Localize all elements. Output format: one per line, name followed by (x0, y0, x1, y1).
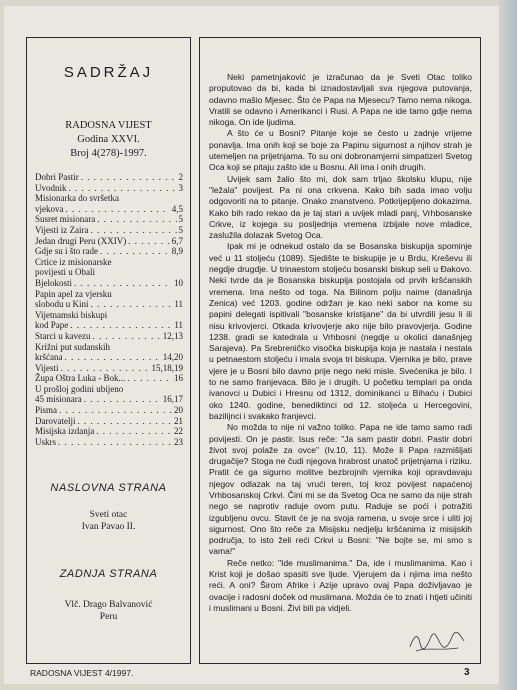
paragraph: Ipak mi je odnekud ostalo da se Bosanska biskupija spominje već u 11 stoljeću (1089). Sjedište te biskupije je u Brdu, Kreševu ili negdje drugdje. U trinaestom stoljeću bosanski biskup seli u Đakovo. Neki tvrde da je Bosanska biskupija postojala od prvih kršćanskih vremena. Ima nešto od toga. Na Bilinom polju naime (današnja Zenica) već 1203. godine održan je kao neki sabor na kome su papini delegati ispitivali "bosanske kristijane" da bi utvrdili jesu li ili nisu krivovjerci. Otkada krivovjerje ako nije bilo pravovjerja. Godine 1238. gradi se katedrala u Vrhbosni (negdje u okolici današnjeg Sarajeva). Pa Srebreničko visočka biskupija koja je nastala i nestala u petnaestom stoljeću i imala svoja tri biskupa. Vjernika je bilo, prave vjere je u Bosni bilo davno prije nego neki misle. Svećenika je bilo. I to ne samo franjevaca. Bilo je i drugih. U početku templari pa onda ivanovci u Dubici i Hresnu od 1312, dominikanci u Bihaću i Dubici oko 1240. godine, benediktinci od 12. stoljeća u Hercegovini, bazilijnci i svakako franjevci. (209, 241, 472, 421)
magazine-year: Godina XXVI. (77, 134, 140, 145)
toc-leader-dots (58, 437, 172, 448)
toc-item-label: Bjelokosti (35, 277, 73, 288)
toc-leader-dots (70, 320, 172, 331)
toc-leader-dots (66, 204, 170, 215)
toc-leader-dots (74, 278, 172, 289)
toc-item-label: U prošloj godini ubijeno (35, 383, 124, 394)
toc-item-label: kod Pape (35, 320, 69, 331)
toc-item-page: 22 (174, 426, 183, 437)
toc-item (35, 426, 183, 437)
toc-item (35, 289, 183, 300)
toc-item-label: povijesti u Obali (35, 267, 95, 278)
toc-item-label: Križni put sudanskih (35, 341, 110, 352)
toc-item (35, 363, 183, 374)
footer-text: RADOSNA VIJEST 4/1997. (30, 668, 134, 678)
toc-item-label: Susret misionara (35, 214, 96, 225)
editorial-text (209, 72, 472, 614)
toc-item-page: 4,5 (171, 203, 183, 214)
toc-item (35, 225, 183, 236)
contents-panel (26, 37, 191, 664)
toc-item (35, 183, 183, 194)
toc-item-page: 15,18,19 (151, 362, 183, 373)
toc-item (35, 320, 183, 331)
toc-item-label: Gdje su i što rade (35, 246, 98, 257)
toc-item-page: 8,9 (171, 246, 183, 257)
toc-leader-dots (59, 405, 172, 416)
toc-item (35, 310, 183, 321)
toc-item-label: Uskrs (35, 436, 57, 447)
toc-item-page: 16,17 (162, 394, 183, 405)
toc-item-page: 5 (178, 224, 183, 235)
toc-item-label: 45 misionara (35, 394, 82, 405)
handwritten-signature (406, 629, 468, 653)
toc-item (35, 236, 183, 247)
paragraph: Reče netko: "Ide muslimanima." Da, ide i muslimanima. Kao i Krist koji je došao spasiti sve ljude. Vjerujem da i njima ima nešto reći. A oni? Širom Afrike i Azije upravo ovaj Papa doživljavao je ovacije i radosni doček od muslimana. Možda će to znati i htjeti učiniti i muslimani u Bosni. Živi bili pa vidjeli. (209, 557, 472, 613)
toc-leader-dots (100, 246, 170, 257)
toc-item-label: Darovatelji (35, 415, 76, 426)
magazine-name: RADOSNA VIJEST (65, 120, 152, 131)
toc-item (35, 342, 183, 353)
toc-item-page: 11 (174, 320, 183, 331)
toc-item-page: 6,7 (171, 235, 183, 246)
toc-item-label: Pisma (35, 405, 58, 416)
toc-leader-dots (92, 331, 160, 342)
toc-leader-dots (91, 299, 173, 310)
toc-item-label: Župa Oštra Luka - Bok... (35, 373, 126, 384)
toc-leader-dots (128, 236, 170, 247)
toc-item (35, 204, 183, 215)
toc-item (35, 405, 183, 416)
toc-item-page: 14,20 (162, 352, 183, 363)
toc-item-label: Vijetnamski biskupi (35, 309, 108, 320)
toc-leader-dots (69, 183, 177, 194)
toc-item-label: kršćana (35, 352, 63, 363)
toc-item (35, 257, 183, 268)
toc-item (35, 373, 183, 384)
page-number: 3 (464, 667, 470, 678)
toc-item-page: 12,13 (162, 330, 183, 341)
toc-item-page: 2 (178, 172, 183, 182)
toc-item-label: Starci u kavezu (35, 330, 91, 341)
toc-item (35, 384, 183, 395)
paragraph: No možda to nije ni važno toliko. Papa ne ide tamo samo radi povijesti. On je pastir. Isus reče: "Ja sam pastir dobri. Pastir dobri život svoj polaže za ovce" (Iv.10, 11). Može li Papa razmišljati drugačije? Stoga ne čudi njegova hrabrost unatoč prijetnjama i riziku. Pratit će ga sigurno molitve bezbrojnih vjernika koji opravdavaju njegov odlazak na taj vrući teren, toj kroz povijest napaćenoj Vrhbosanskoj Crkvi. Čini mi se da Svetog Oca ne samo da nije strah nego se naprotiv raduje ovom putu. Raduje se poći i potražiti izgubljenu ovcu. Stavit će je na svoja ramena, u svoje srce i uliti joj sigurnost. Ono što reče za Misijsku nedjelju kršćanima iz misijskih područja, to isto želi reći Crkvi u Bosni: "Ne bojte se, mi smo s vama!" (209, 422, 472, 557)
toc-item-label: Crtice iz misionarske (35, 256, 112, 267)
cover-heading: NASLOVNA STRANA (50, 482, 167, 494)
toc-item (35, 299, 183, 310)
toc-leader-dots (60, 363, 149, 374)
toc-item-label: Papin apel za vjersku (35, 288, 112, 299)
toc-item (35, 267, 183, 278)
toc-item-label: Misionarka do svršetka (35, 193, 119, 204)
toc-item-label: Misijska izdanja (35, 426, 95, 437)
toc-leader-dots (77, 416, 172, 427)
magazine-issue: Broj 4(278)-1997. (70, 148, 147, 159)
toc-leader-dots (84, 394, 161, 405)
page-edge (499, 0, 517, 690)
toc-leader-dots (96, 426, 172, 437)
toc-item (35, 437, 183, 448)
editorial-panel (199, 37, 481, 664)
toc-item-label: Dobri Pastir (35, 172, 79, 182)
back-line-2: Peru (99, 612, 118, 622)
toc-item-page: 20 (174, 405, 183, 416)
toc-item-page: 16 (174, 373, 183, 384)
toc-item (35, 172, 183, 183)
toc-item-label: slobodu u Kini (35, 299, 89, 310)
toc-item (35, 352, 183, 363)
toc-title: SADRŽAJ (63, 64, 154, 81)
toc-leader-dots (97, 214, 176, 225)
back-line-1: Vlč. Drago Balvanović (64, 600, 153, 610)
back-heading: ZADNJA STRANA (59, 568, 158, 580)
toc-item-page: 10 (174, 277, 183, 288)
toc-leader-dots (64, 352, 160, 363)
toc-list (35, 172, 183, 447)
toc-item-label: Uvodnik (35, 182, 67, 193)
toc-item-label: Vijesti iz Zaira (35, 224, 89, 235)
toc-item-page: 5 (178, 214, 183, 225)
toc-item (35, 331, 183, 342)
paragraph: Uvijek sam žalio što mi, dok sam trljao školsku klupu, nije "ležala" povijest. Pa ni ona crkvena. Kako bih sada imao volju odgovoriti na to pitanje. Onako znanstveno. Potkrijepljeno dokazima. Kako bih rado rekao da je taj stari a uvijek mladi panj, Vrhbosanske Crkve, iz kojega su posljednja vremena izbijale nove mladice, zaslužila dolazak Svetog Oca. (209, 173, 472, 241)
toc-leader-dots (81, 172, 177, 183)
toc-item (35, 416, 183, 427)
toc-leader-dots (127, 373, 172, 384)
paragraph: A što će u Bosni? Pitanje koje se često u zadnje vrijeme ponavlja. Ima onih koji se boje za Papinu sigurnost a njihov strah je utemeljen na prijetnjama. To su oni dobronamjerni simpatizeri Svetog Oca koji se pitaju zašto ide u Bosnu. Ali ima i onih drugih. (209, 128, 472, 173)
toc-item-label: Jedan drugi Peru (XXIV) (35, 235, 127, 246)
toc-item-label: Vijesti (35, 362, 59, 373)
toc-item-page: 11 (174, 299, 183, 310)
paragraph: Neki pametnjaković je izračunao da je Sveti Otac toliko proputovao da bi, kada bi iznadostavljali sva njegova putovanja, odavno mašio Mjesec. Što će Papa na Mjesecu? Tamo nema nikoga. Vratili se odavno i Amerikanci i Rusi. A Papa ne ide tamo gdje nema nikoga. On ide ljudima. (209, 72, 472, 128)
toc-item-page: 3 (178, 182, 183, 193)
toc-item-page: 21 (174, 415, 183, 426)
toc-item (35, 394, 183, 405)
toc-leader-dots (90, 225, 176, 236)
toc-item (35, 246, 183, 257)
toc-item (35, 278, 183, 289)
toc-item (35, 214, 183, 225)
toc-item-page: 23 (174, 436, 183, 447)
cover-line-1: Sveti otac (89, 510, 128, 520)
cover-line-2: Ivan Pavao II. (81, 522, 136, 532)
toc-item (35, 193, 183, 204)
toc-item-label: vjekova (35, 203, 64, 214)
